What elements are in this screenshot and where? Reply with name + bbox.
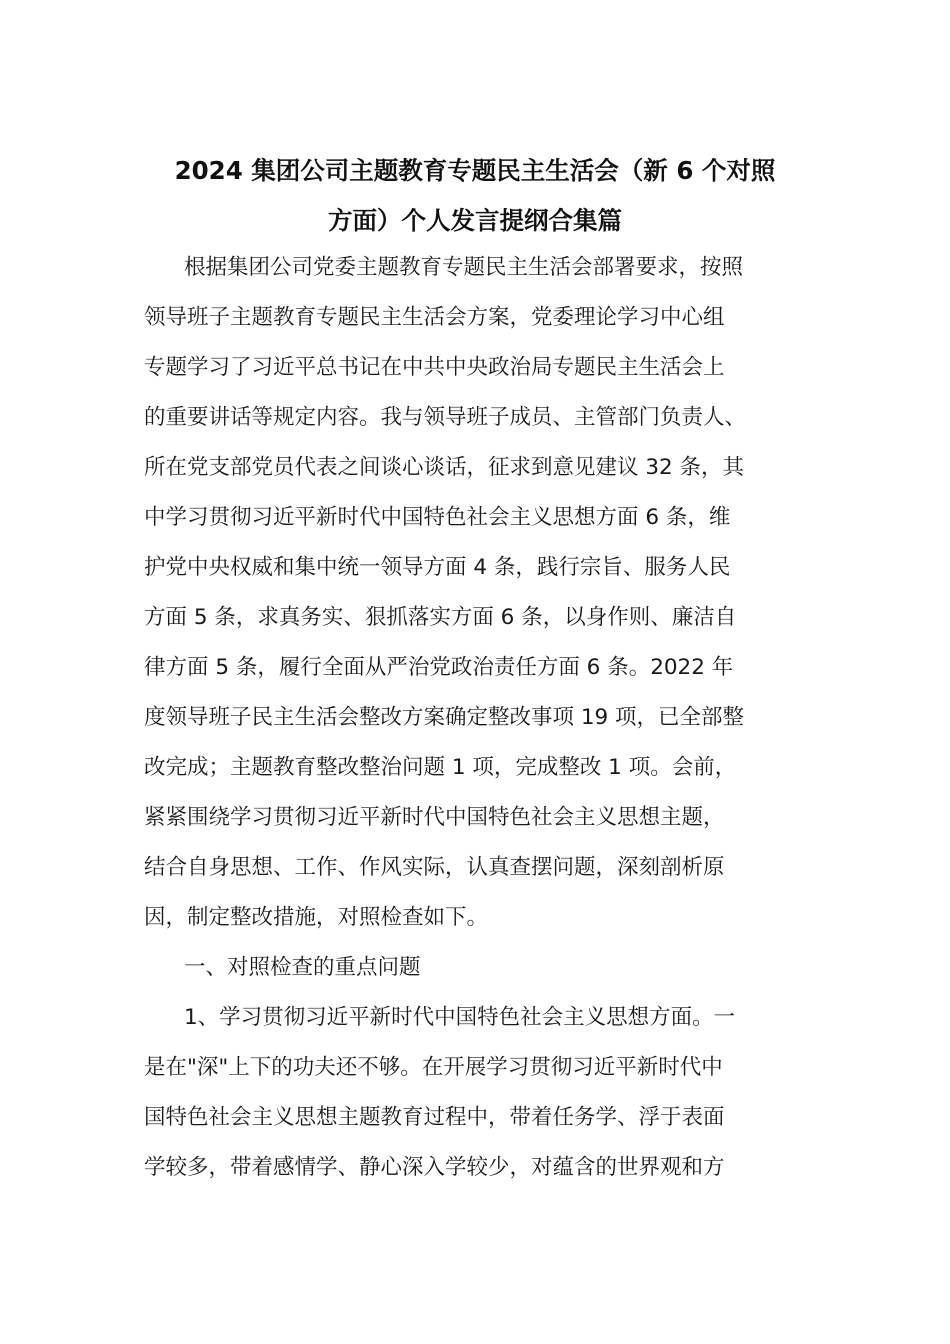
title-line: 2024 集团公司主题教育专题民主生活会（新 6 个对照 [174, 156, 776, 185]
title-line: 方面）个人发言提纲合集篇 [328, 206, 622, 235]
paragraph-line: 是在"深"上下的功夫还不够。在开展学习贯彻习近平新时代中 [144, 1055, 723, 1080]
paragraph-line: 的重要讲话等规定内容。我与领导班子成员、主管部门负责人、 [144, 405, 747, 430]
paragraph-line: 律方面 5 条，履行全面从严治党政治责任方面 6 条。2022 年 [144, 655, 734, 680]
paragraph-line: 护党中央权威和集中统一领导方面 4 条，践行宗旨、服务人民 [144, 555, 731, 580]
paragraph-line: 国特色社会主义思想主题教育过程中，带着任务学、浮于表面 [144, 1105, 725, 1130]
paragraph-line: 因，制定整改措施，对照检查如下。 [144, 905, 489, 930]
document-body [144, 243, 824, 1193]
paragraph-line: 方面 5 条，求真务实、狠抓落实方面 6 条，以身作则、廉洁自 [144, 605, 737, 630]
paragraph-line: 结合自身思想、工作、作风实际，认真查摆问题，深刻剖析原 [144, 855, 725, 880]
paragraph-line: 根据集团公司党委主题教育专题民主生活会部署要求，按照 [184, 255, 744, 280]
paragraph-line: 1、学习贯彻习近平新时代中国特色社会主义思想方面。一 [184, 1005, 736, 1030]
document-title [140, 146, 810, 246]
paragraph-line: 改完成；主题教育整改整治问题 1 项，完成整改 1 项。会前， [144, 755, 737, 780]
paragraph-line: 中学习贯彻习近平新时代中国特色社会主义思想方面 6 条，维 [144, 505, 731, 530]
section-heading: 一、对照检查的重点问题 [184, 955, 421, 980]
paragraph-line: 紧紧围绕学习贯彻习近平新时代中国特色社会主义思想主题， [144, 805, 725, 830]
paragraph-line: 度领导班子民主生活会整改方案确定整改事项 19 项，已全部整 [144, 705, 745, 730]
intro-paragraph [144, 243, 824, 943]
paragraph-line: 领导班子主题教育专题民主生活会方案，党委理论学习中心组 [144, 305, 725, 330]
section-paragraph [144, 993, 824, 1193]
paragraph-line: 专题学习了习近平总书记在中共中央政治局专题民主生活会上 [144, 355, 725, 380]
paragraph-line: 学较多，带着感情学、静心深入学较少，对蕴含的世界观和方 [144, 1155, 725, 1180]
paragraph-line: 所在党支部党员代表之间谈心谈话，征求到意见建议 32 条，其 [144, 455, 745, 480]
